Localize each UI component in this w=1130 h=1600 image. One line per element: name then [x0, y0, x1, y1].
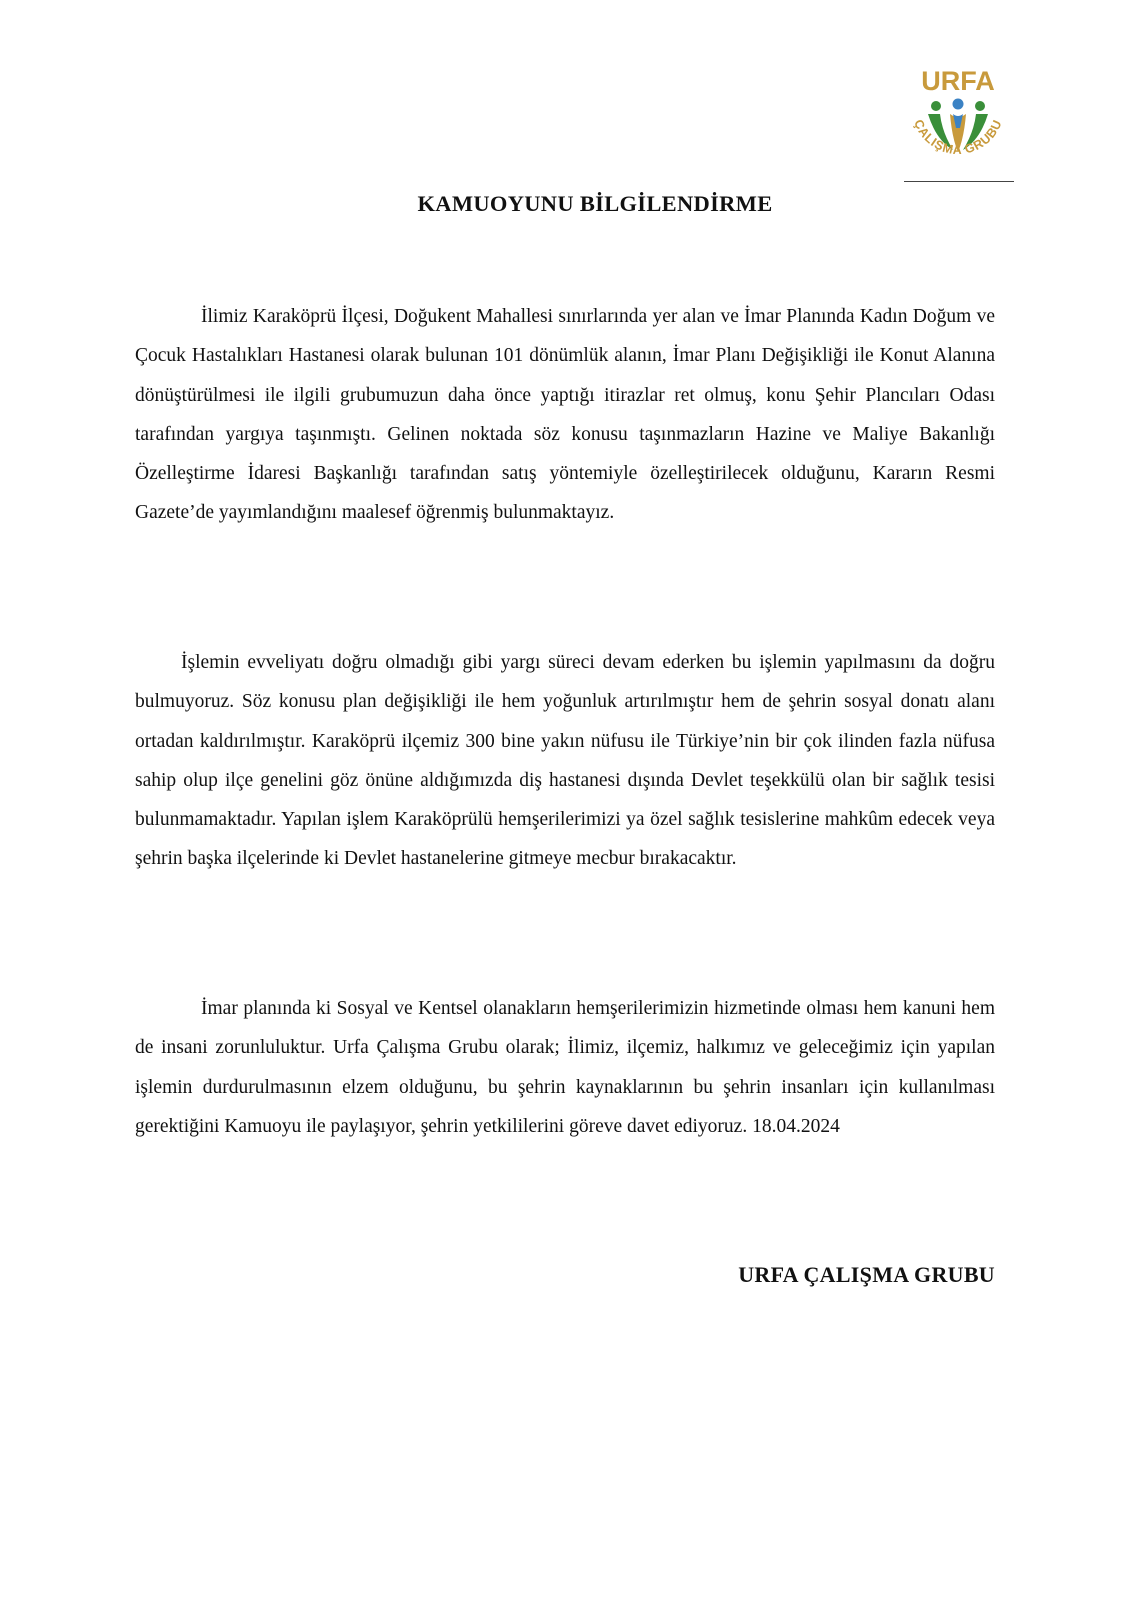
urfa-calisma-grubu-logo — [898, 62, 1018, 182]
logo-top-text: URFA — [921, 66, 995, 96]
paragraph-1: İlimiz Karaköprü İlçesi, Doğukent Mahallesi sınırlarında yer alan ve İmar Planında Kadın Doğum ve Çocuk Hastalıkları Hastanesi olarak bulunan 101 dönümlük alanın, İmar Planı Değişikliği ile Konut Alanına dönüştürülmesi ile ilgili grubumuzun daha önce yaptığı itirazlar ret olmuş, konu Şehir Plancıları Odası tarafından yargıya taşınmıştı. Gelinen noktada söz konusu taşınmazların Hazine ve Maliye Bakanlığı Özelleştirme İdaresi Başkanlığı tarafından satış yöntemiyle özelleştirilecek olduğunu, Kararın Resmi Gazete’de yayımlandığını maalesef öğrenmiş bulunmaktayız. — [135, 306, 995, 524]
header-divider — [904, 181, 1014, 182]
paragraph-3: İmar planında ki Sosyal ve Kentsel olanakların hemşerilerimizin hizmetinde olması hem kanuni hem de insani zorunluluktur. Urfa Çalışma Grubu olarak; İlimiz, ilçemiz, halkımız ve geleceğimiz için yapılan işlemin durdurulmasının elzem olduğunu, bu şehrin kaynaklarının bu şehrin insanları için kullanılması gerektiğini Kamuoyu ile paylaşıyor, şehrin yetkililerini göreve davet ediyoruz. 18.04.2024 — [135, 998, 995, 1137]
document-title: KAMUOYUNU BİLGİLENDİRME — [417, 191, 773, 216]
signature: URFA ÇALIŞMA GRUBU — [738, 1262, 995, 1287]
paragraph-2: İşlemin evveliyatı doğru olmadığı gibi yargı süreci devam ederken bu işlemin yapılmasını da doğru bulmuyoruz. Söz konusu plan değişikliği ile hem yoğunluk artırılmıştır hem de şehrin sosyal donatı alanı ortadan kaldırılmıştır. Karaköprü ilçemiz 300 bine yakın nüfusu ile Türkiye’nin bir çok ilinden fazla nüfusa sahip olup ilçe genelini göz önüne aldığımızda diş hastanesi dışında Devlet teşekkülü olan bir sağlık tesisi bulunmamaktadır. Yapılan işlem Karaköprülü hemşerilerimizi ya özel sağlık tesislerine mahkûm edecek veya şehrin başka ilçelerinde ki Devlet hastanelerine gitmeye mecbur bırakacaktır. — [135, 652, 995, 870]
logo-arc-text: ÇALIŞMA GRUBU — [911, 117, 1005, 158]
